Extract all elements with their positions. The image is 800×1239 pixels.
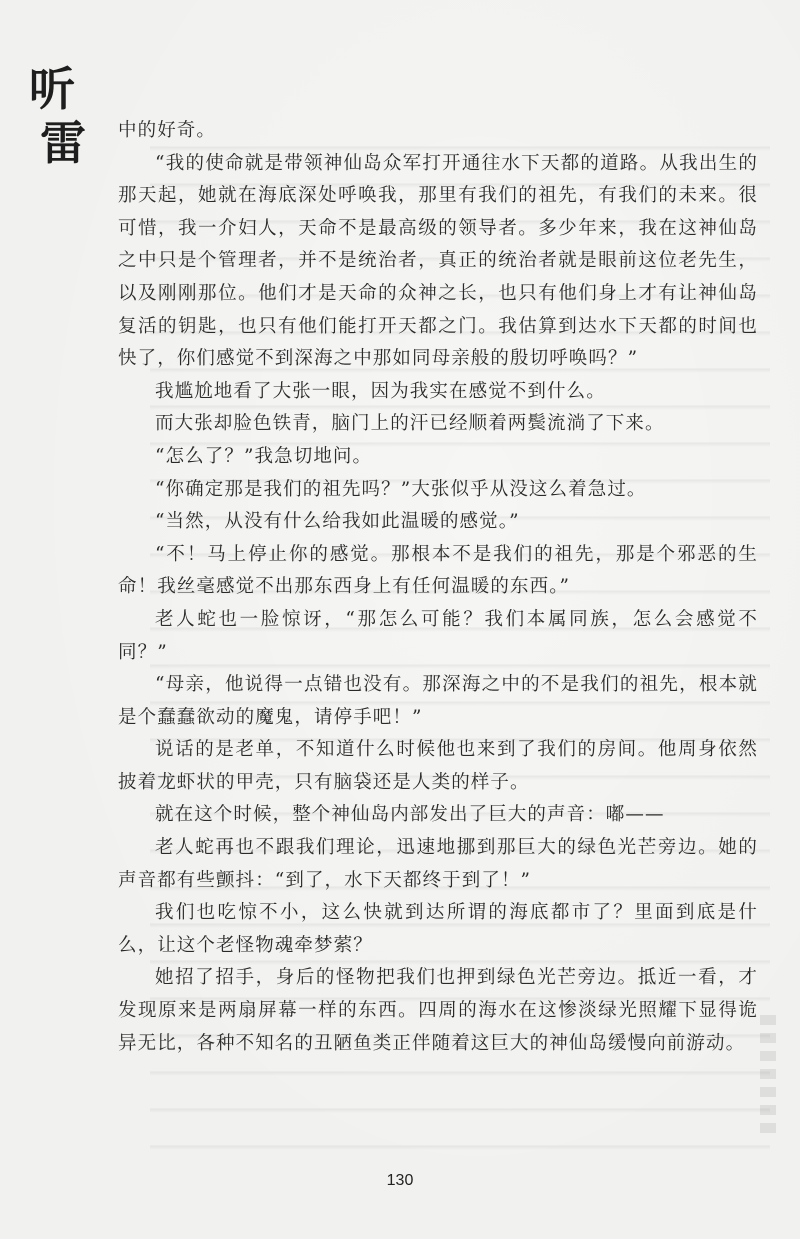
margin-show-through: [760, 1015, 776, 1135]
paragraph: 而大张却脸色铁青，脑门上的汗已经顺着两鬓流淌了下来。: [155, 413, 665, 435]
paragraph: 我尴尬地看了大张一眼，因为我实在感觉不到什么。: [155, 380, 606, 402]
paragraph: “我的使命就是带领神仙岛众军打开通往水下天都的道路。从我出生的那天起，她就在海底深处呼唤我，那里有我们的祖先，有我们的未来。很可惜，我一介妇人，天命不是最高级的领导者。多少年来，我在这神仙岛之中只是个管理者，并不是统治者，真正的统治者就是眼前这位老先生，以及刚刚那位。他们才是天命的众神之长，也只有他们身上才有让神仙岛复活的钥匙，也只有他们能打开天都之门。我估算到达水下天都的时间也快了，你们感觉不到深海之中那如同母亲般的殷切呼唤吗？”: [118, 152, 758, 370]
page-number: 130: [386, 1172, 414, 1189]
paragraph: 她招了招手，身后的怪物把我们也押到绿色光芒旁边。抵近一看，才发现原来是两扇屏幕一样的东西。四周的海水在这惨淡绿光照耀下显得诡异无比，各种不知名的丑陋鱼类正伴随着这巨大的神仙岛缓慢向前游动。: [118, 967, 758, 1054]
paragraph: 就在这个时候，整个神仙岛内部发出了巨大的声音：嘟——: [155, 804, 665, 826]
running-title: [22, 62, 86, 170]
paragraph: 老人蛇也一脸惊讶，“那怎么可能？我们本属同族，怎么会感觉不同？”: [118, 608, 758, 663]
paragraph: 说话的是老单，不知道什么时候他也来到了我们的房间。他周身依然披着龙虾状的甲壳，只有脑袋还是人类的样子。: [118, 739, 758, 793]
body-text: [118, 115, 758, 1060]
running-title-char-1: 听: [29, 62, 75, 116]
paragraph: “母亲，他说得一点错也没有。那深海之中的不是我们的祖先，根本就是个蠢蠢欲动的魔鬼，请停手吧！”: [118, 674, 758, 728]
paragraph: “你确定那是我们的祖先吗？”大张似乎从没这么着急过。: [155, 478, 647, 500]
paragraph: 中的好奇。: [118, 120, 217, 141]
paragraph: “怎么了？”我急切地问。: [155, 445, 373, 467]
paragraph: 我们也吃惊不小，这么快就到达所谓的海底都市了？里面到底是什么，让这个老怪物魂牵梦萦？: [118, 902, 758, 956]
paragraph: “当然，从没有什么给我如此温暖的感觉。”: [155, 511, 520, 533]
running-title-char-2: 雷: [40, 116, 86, 170]
paragraph: 老人蛇再也不跟我们理论，迅速地挪到那巨大的绿色光芒旁边。她的声音都有些颤抖：“到了，水下天都终于到了！”: [118, 837, 758, 891]
paragraph: “不！马上停止你的感觉。那根本不是我们的祖先，那是个邪恶的生命！我丝毫感觉不出那东西身上有任何温暖的东西。”: [118, 543, 758, 598]
